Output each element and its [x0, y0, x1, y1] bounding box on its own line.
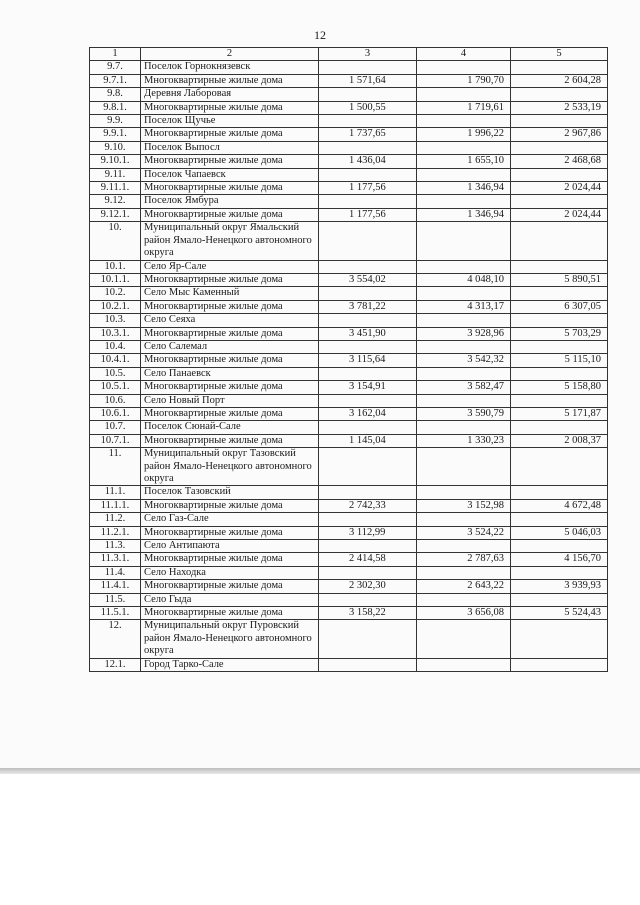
table-row: [90, 61, 608, 74]
row-name-cell: Многоквартирные жилые дома: [141, 553, 319, 566]
row-value-5-cell: [511, 340, 608, 353]
row-value-4-cell: [417, 314, 511, 327]
row-name-cell: Многоквартирные жилые дома: [141, 208, 319, 221]
row-value-3-cell: [319, 620, 417, 658]
row-name-cell: Поселок Горнокнязевск: [141, 61, 319, 74]
row-name-cell: Многоквартирные жилые дома: [141, 327, 319, 340]
row-value-4-cell: 3 656,08: [417, 607, 511, 620]
table-row: [90, 607, 608, 620]
row-value-4-cell: 3 152,98: [417, 499, 511, 512]
row-value-3-cell: [319, 394, 417, 407]
row-value-4-cell: 1 655,10: [417, 155, 511, 168]
row-value-4-cell: [417, 658, 511, 671]
row-value-4-cell: 1 719,61: [417, 101, 511, 114]
row-value-5-cell: 2 024,44: [511, 182, 608, 195]
row-name-cell: Село Сеяха: [141, 314, 319, 327]
row-name-cell: Село Новый Порт: [141, 394, 319, 407]
row-value-4-cell: 3 928,96: [417, 327, 511, 340]
row-value-4-cell: 3 582,47: [417, 381, 511, 394]
row-name-cell: Поселок Чапаевск: [141, 168, 319, 181]
row-name-cell: Село Находка: [141, 566, 319, 579]
row-number-cell: 9.10.1.: [90, 155, 141, 168]
row-number-cell: 9.7.: [90, 61, 141, 74]
row-name-cell: Многоквартирные жилые дома: [141, 381, 319, 394]
table-row: [90, 580, 608, 593]
row-value-3-cell: 3 554,02: [319, 273, 417, 286]
row-value-3-cell: [319, 115, 417, 128]
table-row: [90, 540, 608, 553]
row-name-cell: Село Антипаюта: [141, 540, 319, 553]
row-value-3-cell: 1 177,56: [319, 182, 417, 195]
row-value-4-cell: [417, 421, 511, 434]
row-name-cell: Многоквартирные жилые дома: [141, 499, 319, 512]
row-value-5-cell: [511, 88, 608, 101]
row-number-cell: 10.: [90, 222, 141, 260]
row-value-5-cell: 2 008,37: [511, 434, 608, 447]
row-value-4-cell: 4 048,10: [417, 273, 511, 286]
row-value-5-cell: [511, 513, 608, 526]
row-value-4-cell: [417, 566, 511, 579]
row-number-cell: 11.1.1.: [90, 499, 141, 512]
row-value-5-cell: [511, 540, 608, 553]
row-value-3-cell: [319, 61, 417, 74]
row-value-3-cell: 1 571,64: [319, 74, 417, 87]
row-number-cell: 9.12.: [90, 195, 141, 208]
row-value-5-cell: 2 533,19: [511, 101, 608, 114]
table-row: [90, 526, 608, 539]
table-row: [90, 327, 608, 340]
row-value-5-cell: [511, 421, 608, 434]
row-number-cell: 11.3.1.: [90, 553, 141, 566]
row-value-5-cell: [511, 168, 608, 181]
row-name-cell: Село Гыда: [141, 593, 319, 606]
row-number-cell: 11.1.: [90, 486, 141, 499]
row-value-4-cell: [417, 260, 511, 273]
row-value-5-cell: 4 156,70: [511, 553, 608, 566]
row-value-3-cell: [319, 367, 417, 380]
table-row: [90, 141, 608, 154]
row-name-cell: Многоквартирные жилые дома: [141, 580, 319, 593]
row-number-cell: 11.2.1.: [90, 526, 141, 539]
row-value-4-cell: 2 787,63: [417, 553, 511, 566]
row-value-4-cell: [417, 367, 511, 380]
row-number-cell: 9.11.: [90, 168, 141, 181]
row-value-5-cell: [511, 115, 608, 128]
row-value-5-cell: [511, 314, 608, 327]
row-value-3-cell: [319, 88, 417, 101]
row-value-4-cell: 1 330,23: [417, 434, 511, 447]
column-header-3: 3: [319, 48, 417, 61]
table-row: [90, 354, 608, 367]
row-value-5-cell: [511, 61, 608, 74]
row-value-5-cell: [511, 448, 608, 486]
row-value-5-cell: [511, 620, 608, 658]
row-value-5-cell: 3 939,93: [511, 580, 608, 593]
row-number-cell: 10.7.: [90, 421, 141, 434]
row-number-cell: 10.1.: [90, 260, 141, 273]
row-number-cell: 12.: [90, 620, 141, 658]
row-name-cell: Поселок Ямбура: [141, 195, 319, 208]
row-value-4-cell: [417, 88, 511, 101]
table-row: [90, 222, 608, 260]
row-name-cell: Многоквартирные жилые дома: [141, 354, 319, 367]
row-value-3-cell: [319, 448, 417, 486]
row-name-cell: Многоквартирные жилые дома: [141, 526, 319, 539]
row-name-cell: Деревня Лаборовая: [141, 88, 319, 101]
table-row: [90, 499, 608, 512]
row-name-cell: Село Панаевск: [141, 367, 319, 380]
table-row: [90, 448, 608, 486]
row-value-3-cell: [319, 540, 417, 553]
row-value-4-cell: [417, 540, 511, 553]
row-number-cell: 9.8.: [90, 88, 141, 101]
row-value-3-cell: [319, 486, 417, 499]
table-row: [90, 128, 608, 141]
row-value-3-cell: [319, 314, 417, 327]
row-value-5-cell: [511, 287, 608, 300]
row-number-cell: 9.10.: [90, 141, 141, 154]
row-number-cell: 11.3.: [90, 540, 141, 553]
row-value-5-cell: 2 967,86: [511, 128, 608, 141]
row-number-cell: 9.9.1.: [90, 128, 141, 141]
row-value-4-cell: [417, 195, 511, 208]
row-number-cell: 11.5.: [90, 593, 141, 606]
row-value-4-cell: 4 313,17: [417, 300, 511, 313]
row-number-cell: 9.9.: [90, 115, 141, 128]
row-value-4-cell: [417, 486, 511, 499]
column-header-2: 2: [141, 48, 319, 61]
table-row: [90, 260, 608, 273]
row-value-4-cell: 1 346,94: [417, 208, 511, 221]
table-row: [90, 394, 608, 407]
table-row: [90, 593, 608, 606]
row-number-cell: 10.2.: [90, 287, 141, 300]
table-row: [90, 367, 608, 380]
row-value-5-cell: [511, 658, 608, 671]
row-value-4-cell: [417, 61, 511, 74]
row-value-5-cell: 5 171,87: [511, 407, 608, 420]
row-value-4-cell: [417, 287, 511, 300]
row-name-cell: Многоквартирные жилые дома: [141, 273, 319, 286]
table-row: [90, 486, 608, 499]
row-value-4-cell: 2 643,22: [417, 580, 511, 593]
row-value-3-cell: [319, 566, 417, 579]
row-number-cell: 9.7.1.: [90, 74, 141, 87]
row-number-cell: 11.4.: [90, 566, 141, 579]
row-name-cell: Многоквартирные жилые дома: [141, 74, 319, 87]
row-number-cell: 10.7.1.: [90, 434, 141, 447]
row-value-4-cell: 1 996,22: [417, 128, 511, 141]
row-value-3-cell: [319, 195, 417, 208]
row-value-3-cell: [319, 658, 417, 671]
table-row: [90, 434, 608, 447]
table-row: [90, 168, 608, 181]
row-name-cell: Поселок Щучье: [141, 115, 319, 128]
row-number-cell: 9.8.1.: [90, 101, 141, 114]
table-row: [90, 273, 608, 286]
row-name-cell: Поселок Тазовский: [141, 486, 319, 499]
row-value-4-cell: 1 346,94: [417, 182, 511, 195]
table-body: [90, 61, 608, 672]
row-number-cell: 11.5.1.: [90, 607, 141, 620]
row-value-4-cell: [417, 448, 511, 486]
row-value-3-cell: [319, 593, 417, 606]
table-row: [90, 407, 608, 420]
row-value-5-cell: 5 524,43: [511, 607, 608, 620]
row-value-5-cell: 5 046,03: [511, 526, 608, 539]
row-number-cell: 10.3.1.: [90, 327, 141, 340]
row-value-5-cell: 5 115,10: [511, 354, 608, 367]
row-value-5-cell: [511, 566, 608, 579]
table-row: [90, 287, 608, 300]
row-name-cell: Многоквартирные жилые дома: [141, 300, 319, 313]
row-value-5-cell: [511, 486, 608, 499]
row-value-5-cell: 6 307,05: [511, 300, 608, 313]
row-value-3-cell: [319, 340, 417, 353]
row-value-3-cell: 1 737,65: [319, 128, 417, 141]
row-value-5-cell: [511, 195, 608, 208]
table-row: [90, 101, 608, 114]
row-number-cell: 11.: [90, 448, 141, 486]
row-value-3-cell: [319, 421, 417, 434]
row-number-cell: 11.2.: [90, 513, 141, 526]
row-number-cell: 10.5.: [90, 367, 141, 380]
row-name-cell: Многоквартирные жилые дома: [141, 607, 319, 620]
row-value-4-cell: [417, 593, 511, 606]
table-row: [90, 381, 608, 394]
row-value-5-cell: 2 604,28: [511, 74, 608, 87]
row-name-cell: Многоквартирные жилые дома: [141, 407, 319, 420]
row-number-cell: 10.3.: [90, 314, 141, 327]
table-row: [90, 195, 608, 208]
row-value-4-cell: [417, 222, 511, 260]
row-name-cell: Село Салемал: [141, 340, 319, 353]
row-value-3-cell: 1 500,55: [319, 101, 417, 114]
row-name-cell: Многоквартирные жилые дома: [141, 128, 319, 141]
row-value-5-cell: [511, 394, 608, 407]
row-value-5-cell: 2 468,68: [511, 155, 608, 168]
row-value-3-cell: 1 145,04: [319, 434, 417, 447]
row-value-5-cell: 2 024,44: [511, 208, 608, 221]
column-header-5: 5: [511, 48, 608, 61]
row-value-4-cell: [417, 141, 511, 154]
table-row: [90, 115, 608, 128]
table-row: [90, 208, 608, 221]
row-name-cell: Село Газ-Сале: [141, 513, 319, 526]
table-row: [90, 300, 608, 313]
row-name-cell: Многоквартирные жилые дома: [141, 101, 319, 114]
row-name-cell: Поселок Сюнай-Сале: [141, 421, 319, 434]
row-value-3-cell: [319, 168, 417, 181]
row-value-3-cell: 1 177,56: [319, 208, 417, 221]
row-value-3-cell: 3 162,04: [319, 407, 417, 420]
table-row: [90, 620, 608, 658]
row-value-3-cell: 3 154,91: [319, 381, 417, 394]
table-row: [90, 421, 608, 434]
row-number-cell: 10.1.1.: [90, 273, 141, 286]
table-row: [90, 314, 608, 327]
row-value-4-cell: [417, 115, 511, 128]
row-name-cell: Муниципальный округ Пуровский район Ямало-Ненецкого автономного округа: [141, 620, 319, 658]
row-name-cell: Город Тарко-Сале: [141, 658, 319, 671]
row-number-cell: 11.4.1.: [90, 580, 141, 593]
row-value-5-cell: 4 672,48: [511, 499, 608, 512]
table-row: [90, 74, 608, 87]
row-value-3-cell: 2 302,30: [319, 580, 417, 593]
row-value-5-cell: 5 158,80: [511, 381, 608, 394]
row-name-cell: Многоквартирные жилые дома: [141, 182, 319, 195]
row-number-cell: 10.2.1.: [90, 300, 141, 313]
row-number-cell: 10.6.1.: [90, 407, 141, 420]
row-value-5-cell: [511, 141, 608, 154]
row-number-cell: 10.5.1.: [90, 381, 141, 394]
row-value-3-cell: [319, 513, 417, 526]
row-name-cell: Муниципальный округ Ямальский район Ямало-Ненецкого автономного округа: [141, 222, 319, 260]
table-row: [90, 88, 608, 101]
row-name-cell: Село Мыс Каменный: [141, 287, 319, 300]
row-value-3-cell: 3 451,90: [319, 327, 417, 340]
column-header-4: 4: [417, 48, 511, 61]
row-value-3-cell: 2 414,58: [319, 553, 417, 566]
row-value-3-cell: 3 158,22: [319, 607, 417, 620]
row-value-3-cell: [319, 222, 417, 260]
table-row: [90, 553, 608, 566]
row-number-cell: 10.4.: [90, 340, 141, 353]
row-number-cell: 12.1.: [90, 658, 141, 671]
row-value-5-cell: [511, 222, 608, 260]
row-value-5-cell: 5 890,51: [511, 273, 608, 286]
row-number-cell: 9.12.1.: [90, 208, 141, 221]
row-value-3-cell: 3 115,64: [319, 354, 417, 367]
table-row: [90, 513, 608, 526]
row-value-3-cell: [319, 141, 417, 154]
scan-edge-shadow: [0, 768, 640, 774]
row-value-4-cell: [417, 620, 511, 658]
row-value-3-cell: 1 436,04: [319, 155, 417, 168]
row-number-cell: 10.6.: [90, 394, 141, 407]
row-value-3-cell: 3 781,22: [319, 300, 417, 313]
row-name-cell: Муниципальный округ Тазовский район Ямало-Ненецкого автономного округа: [141, 448, 319, 486]
row-name-cell: Многоквартирные жилые дома: [141, 155, 319, 168]
tariff-table: [89, 47, 608, 672]
row-value-3-cell: [319, 287, 417, 300]
row-value-4-cell: [417, 513, 511, 526]
row-value-4-cell: 1 790,70: [417, 74, 511, 87]
table-row: [90, 658, 608, 671]
row-value-4-cell: 3 524,22: [417, 526, 511, 539]
table-row: [90, 155, 608, 168]
row-value-3-cell: 3 112,99: [319, 526, 417, 539]
table-row: [90, 182, 608, 195]
row-number-cell: 9.11.1.: [90, 182, 141, 195]
row-value-4-cell: 3 590,79: [417, 407, 511, 420]
row-value-5-cell: [511, 260, 608, 273]
page-number: 12: [314, 28, 326, 42]
row-name-cell: Поселок Выпосл: [141, 141, 319, 154]
row-value-4-cell: 3 542,32: [417, 354, 511, 367]
row-value-3-cell: [319, 260, 417, 273]
table-row: [90, 566, 608, 579]
row-value-3-cell: 2 742,33: [319, 499, 417, 512]
table-row: [90, 340, 608, 353]
row-value-4-cell: [417, 394, 511, 407]
row-value-5-cell: [511, 367, 608, 380]
row-value-5-cell: 5 703,29: [511, 327, 608, 340]
row-name-cell: Многоквартирные жилые дома: [141, 434, 319, 447]
column-header-1: 1: [90, 48, 141, 61]
row-name-cell: Село Яр-Сале: [141, 260, 319, 273]
row-value-4-cell: [417, 340, 511, 353]
table-header-row: [90, 48, 608, 61]
row-value-5-cell: [511, 593, 608, 606]
row-number-cell: 10.4.1.: [90, 354, 141, 367]
row-value-4-cell: [417, 168, 511, 181]
